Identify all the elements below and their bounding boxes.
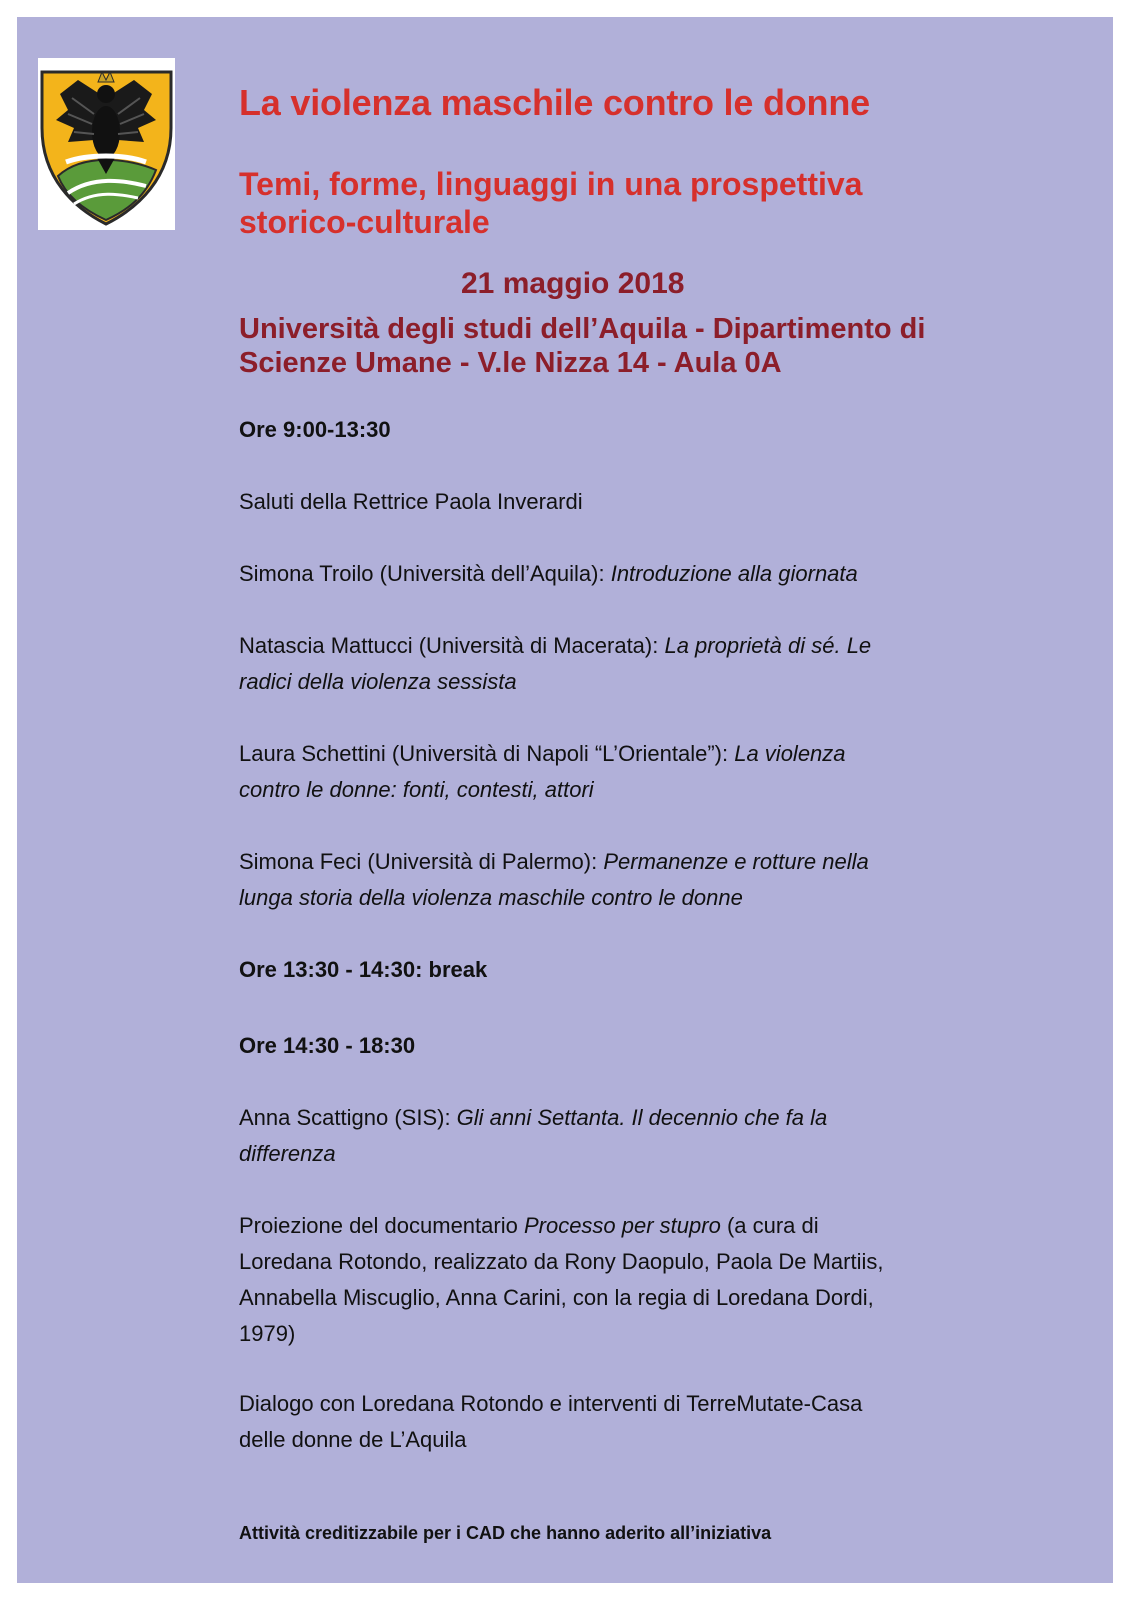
talk-title-line-1: Gli anni Settanta. Il decennio che fa la xyxy=(456,1105,828,1130)
program-item-screening xyxy=(239,1208,1019,1352)
venue-line-1: Università degli studi dell’Aquila - Dipartimento di xyxy=(239,313,926,345)
program-item-dialogue xyxy=(239,1386,1019,1458)
university-logo xyxy=(38,58,175,230)
talk-title-line-1: La proprietà di sé. Le xyxy=(664,633,872,658)
talk-title-line-1: Permanenze e rotture nella xyxy=(603,849,869,874)
talk-title-line-2: lunga storia della violenza maschile contro le donne xyxy=(239,885,743,910)
screening-intro: Proiezione del documentario xyxy=(239,1213,524,1238)
subtitle-line-2: storico-culturale xyxy=(239,204,490,240)
credit-note: Attività creditizzabile per i CAD che hanno aderito all’iniziativa xyxy=(239,1523,772,1543)
screening-line-1-rest: (a cura di xyxy=(720,1213,819,1238)
program-item-scattigno xyxy=(239,1100,1019,1172)
speaker: Simona Troilo (Università dell’Aquila): xyxy=(239,561,611,586)
program-item-feci xyxy=(239,844,1019,916)
program-item-mattucci xyxy=(239,628,1019,700)
morning-session-time: Ore 9:00-13:30 xyxy=(239,417,391,442)
event-subtitle xyxy=(239,165,999,241)
speaker: Anna Scattigno (SIS): xyxy=(239,1105,457,1130)
film-title: Processo per stupro xyxy=(523,1213,721,1238)
dialogue-line-1: Dialogo con Loredana Rotondo e interventi di TerreMutate-Casa xyxy=(239,1391,863,1416)
talk-title-line-1: La violenza xyxy=(734,741,846,766)
screening-line-2: Loredana Rotondo, realizzato da Rony Daopulo, Paola De Martiis, xyxy=(239,1249,884,1274)
screening-line-3: Annabella Miscuglio, Anna Carini, con la regia di Loredana Dordi, xyxy=(239,1285,874,1310)
talk-title: Introduzione alla giornata xyxy=(610,561,858,586)
screening-line-4: 1979) xyxy=(239,1321,296,1346)
event-date: 21 maggio 2018 xyxy=(461,267,685,300)
speaker: Laura Schettini (Università di Napoli “L’Orientale”): xyxy=(239,741,735,766)
program-item-welcome: Saluti della Rettrice Paola Inverardi xyxy=(239,489,583,514)
event-venue xyxy=(239,312,1039,380)
program-item-schettini xyxy=(239,736,1019,808)
talk-title-line-2: differenza xyxy=(239,1141,336,1166)
break-time: Ore 13:30 - 14:30: break xyxy=(239,957,488,982)
speaker: Simona Feci (Università di Palermo): xyxy=(239,849,604,874)
venue-line-2: Scienze Umane - V.le Nizza 14 - Aula 0A xyxy=(239,347,782,379)
speaker: Natascia Mattucci (Università di Macerata): xyxy=(239,633,665,658)
subtitle-line-1: Temi, forme, linguaggi in una prospettiva xyxy=(239,166,863,202)
talk-title-line-2: contro le donne: fonti, contesti, attori xyxy=(239,777,594,802)
afternoon-session-time: Ore 14:30 - 18:30 xyxy=(239,1033,416,1058)
university-crest-eagle-icon xyxy=(38,58,175,230)
dialogue-line-2: delle donne de L’Aquila xyxy=(239,1427,467,1452)
program-item-troilo xyxy=(239,556,1019,592)
event-title: La violenza maschile contro le donne xyxy=(239,82,870,123)
talk-title-line-2: radici della violenza sessista xyxy=(239,669,517,694)
